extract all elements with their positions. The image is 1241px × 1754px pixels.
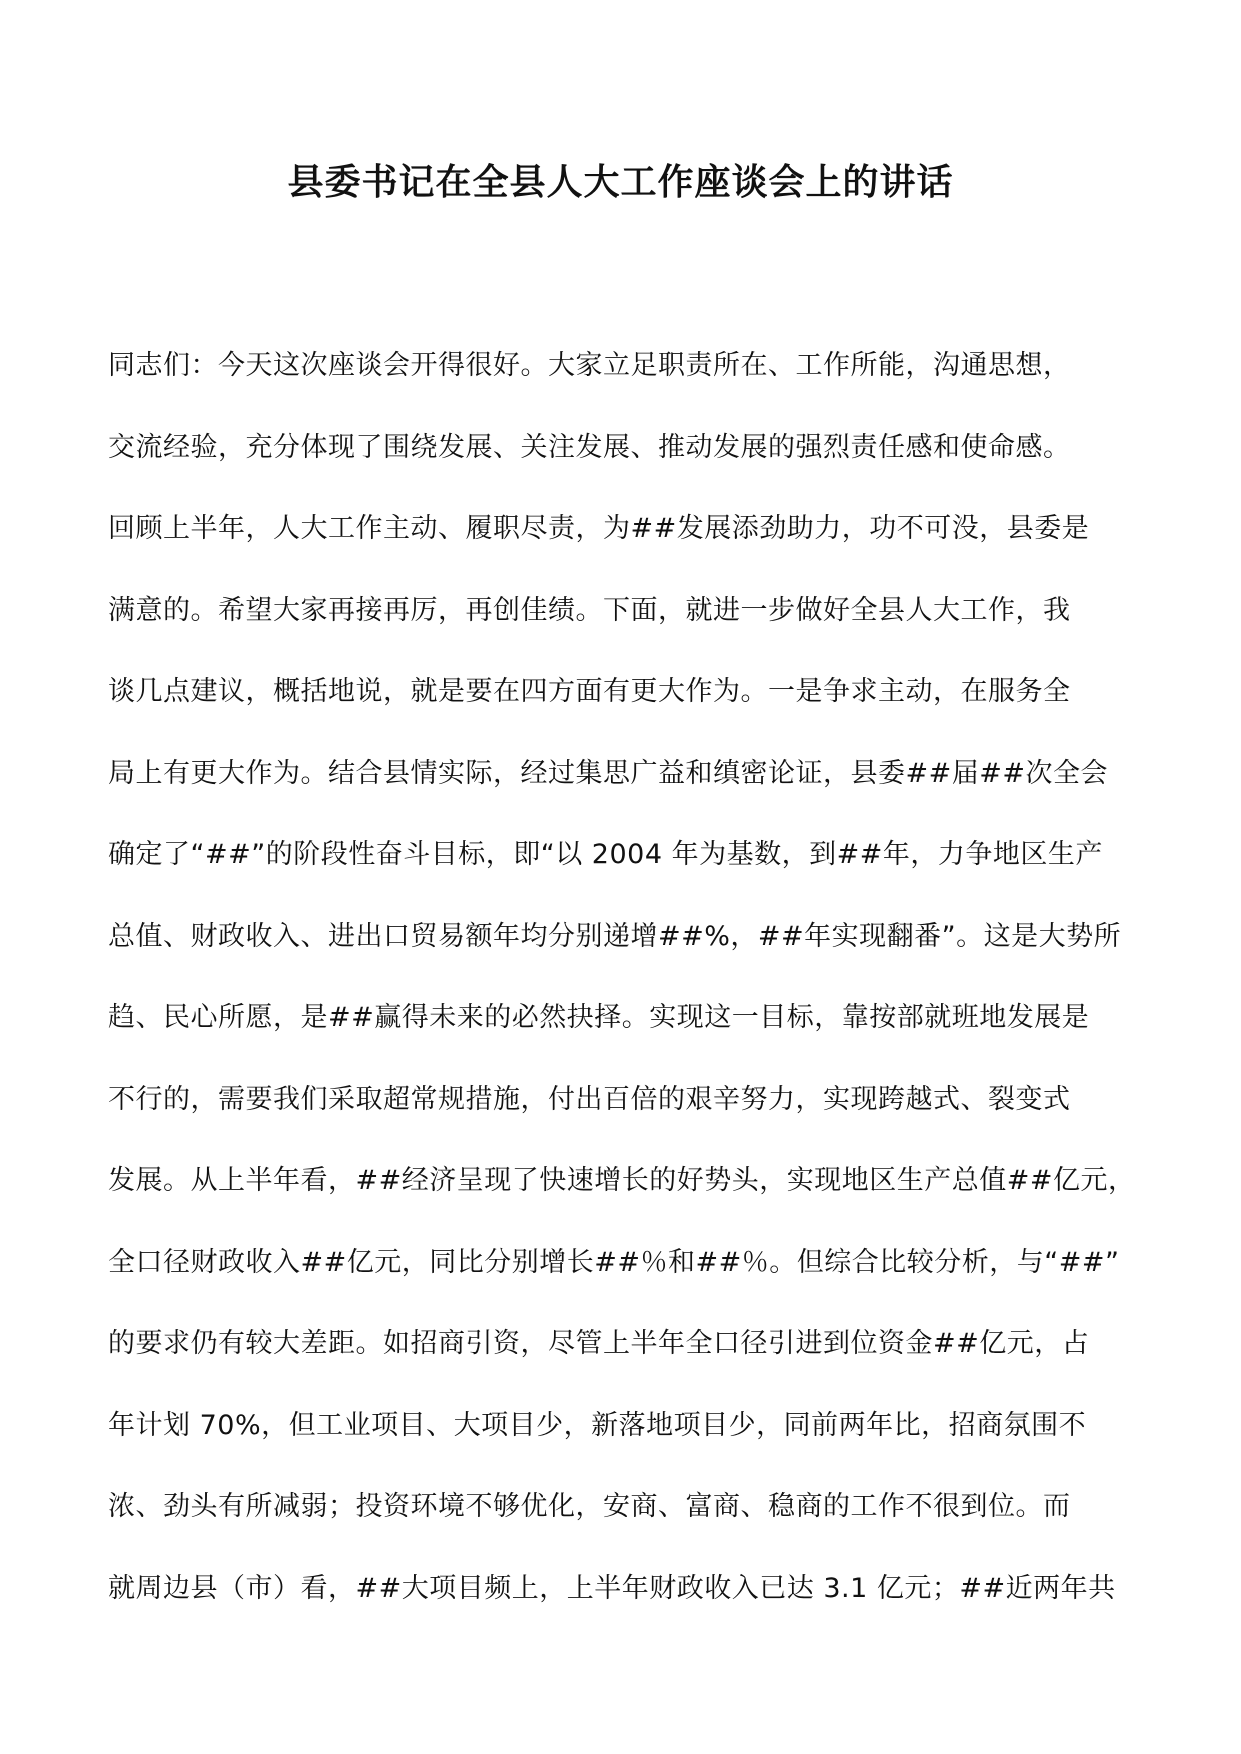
- body-line: 就周边县（市）看，##大项目频上，上半年财政收入已达 3.1 亿元；##近两年共: [108, 1572, 1116, 1604]
- body-line: 满意的。希望大家再接再厉，再创佳绩。下面，就进一步做好全县人大工作，我: [108, 594, 1071, 626]
- body-line: 年计划 70%，但工业项目、大项目少，新落地项目少，同前两年比，招商氛围不: [108, 1409, 1087, 1441]
- body-line: 局上有更大作为。结合县情实际，经过集思广益和缜密论证，县委##届##次全会: [108, 757, 1108, 789]
- body-line: 全口径财政收入##亿元，同比分别增长##％和##％。但综合比较分析，与“##”: [108, 1246, 1120, 1278]
- body-line: 总值、财政收入、进出口贸易额年均分别递增##%，##年实现翻番”。这是大势所: [108, 920, 1122, 952]
- body-line: 浓、劲头有所减弱；投资环境不够优化，安商、富商、稳商的工作不很到位。而: [108, 1491, 1071, 1522]
- body-line: 同志们：今天这次座谈会开得很好。大家立足职责所在、工作所能，沟通思想，: [108, 350, 1071, 381]
- body-line: 交流经验，充分体现了围绕发展、关注发展、推动发展的强烈责任感和使命感。: [108, 431, 1071, 463]
- document-body: [108, 348, 1148, 1652]
- body-line: 确定了“##”的阶段性奋斗目标，即“以 2004 年为基数，到##年，力争地区生产: [108, 839, 1103, 870]
- body-line: 不行的，需要我们采取超常规措施，付出百倍的艰辛努力，实现跨越式、裂变式: [108, 1083, 1071, 1115]
- body-line: 回顾上半年，人大工作主动、履职尽责，为##发展添劲助力，功不可没，县委是: [108, 513, 1090, 544]
- body-line: 的要求仍有较大差距。如招商引资，尽管上半年全口径引进到位资金##亿元，占: [108, 1328, 1090, 1359]
- body-line: 发展。从上半年看，##经济呈现了快速增长的好势头，实现地区生产总值##亿元，: [108, 1165, 1136, 1196]
- document-title: 县委书记在全县人大工作座谈会上的讲话: [287, 161, 954, 203]
- body-line: 趋、民心所愿，是##赢得未来的必然抉择。实现这一目标，靠按部就班地发展是: [108, 1002, 1090, 1033]
- body-line: 谈几点建议，概括地说，就是要在四方面有更大作为。一是争求主动，在服务全: [108, 676, 1071, 707]
